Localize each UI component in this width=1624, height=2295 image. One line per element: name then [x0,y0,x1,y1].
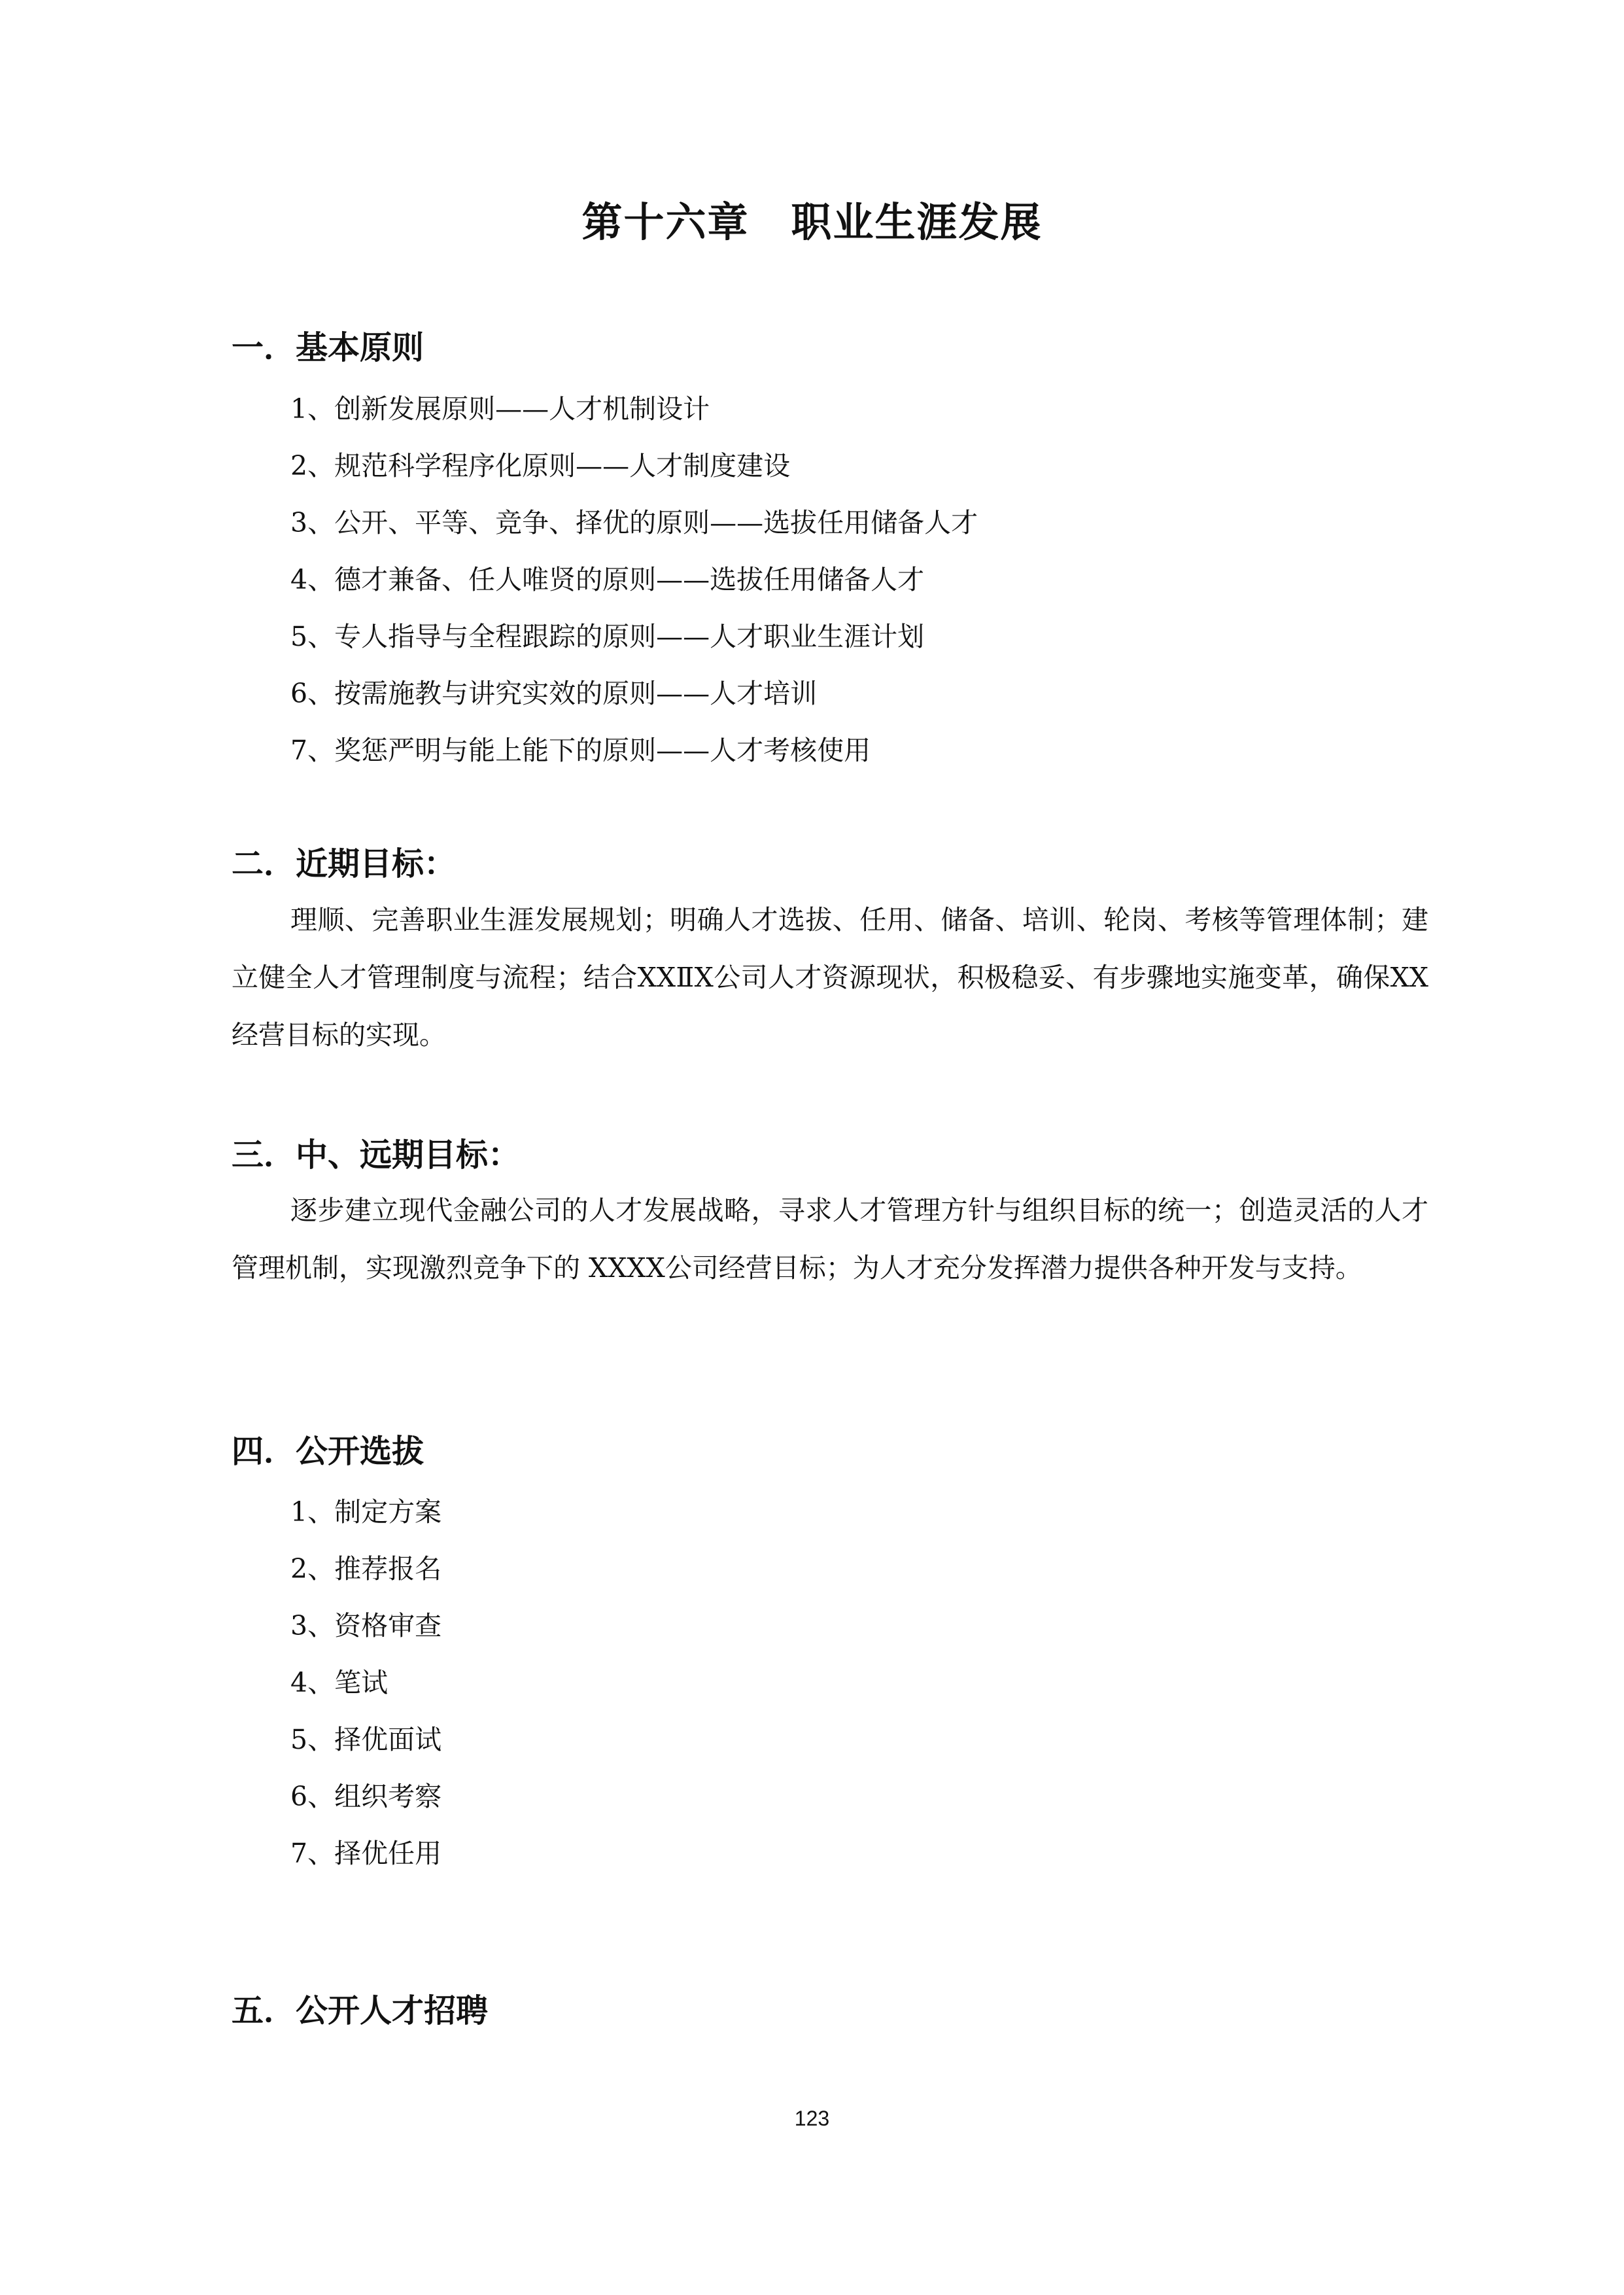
list-item: 5、专人指导与全程跟踪的原则——人才职业生涯计划 [290,621,925,652]
page-number: 123 [794,2107,830,2130]
section-heading-near-term-goals: 二．近期目标： [232,845,457,883]
list-item: 6、组织考察 [290,1781,442,1812]
paragraph-long-term-goals: 逐步建立现代金融公司的人才发展战略，寻求人才管理方针与组织目标的统一；创造灵活的人才管理机制，实现激烈竞争下的 XXXX公司经营目标；为人才充分发挥潜力提供各种开发与支持。 [232,1195,1428,1284]
list-item: 4、德才兼备、任人唯贤的原则——选拔任用储备人才 [290,564,925,595]
list-item: 1、制定方案 [290,1496,442,1528]
list-item: 7、奖惩严明与能上能下的原则——人才考核使用 [290,735,871,766]
list-item: 6、按需施教与讲究实效的原则——人才培训 [290,678,818,709]
list-item: 3、资格审查 [290,1610,442,1641]
list-item: 5、择优面试 [290,1724,442,1755]
list-item: 1、创新发展原则——人才机制设计 [290,393,710,425]
paragraph-near-term-goals: 理顺、完善职业生涯发展规划；明确人才选拔、任用、储备、培训、轮岗、考核等管理体制；建立健全人才管理制度与流程；结合XXⅡX公司人才资源现状，积极稳妥、有步骤地实施变革，确保XX经营目标的实现。 [232,904,1428,1051]
list-item: 3、公开、平等、竞争、择优的原则——选拔任用储备人才 [290,507,978,538]
list-item: 4、笔试 [290,1667,389,1698]
list-item: 7、择优任用 [290,1838,442,1869]
section-heading-basic-principles: 一．基本原则 [232,329,424,366]
section-heading-long-term-goals: 三．中、远期目标： [232,1136,521,1174]
section-heading-open-selection: 四．公开选拔 [232,1433,424,1470]
list-item: 2、推荐报名 [290,1553,442,1585]
list-item: 2、规范科学程序化原则——人才制度建设 [290,450,791,482]
section-heading-open-recruitment: 五．公开人才招聘 [232,1992,489,2029]
chapter-title: 第十六章 职业生涯发展 [581,198,1043,246]
